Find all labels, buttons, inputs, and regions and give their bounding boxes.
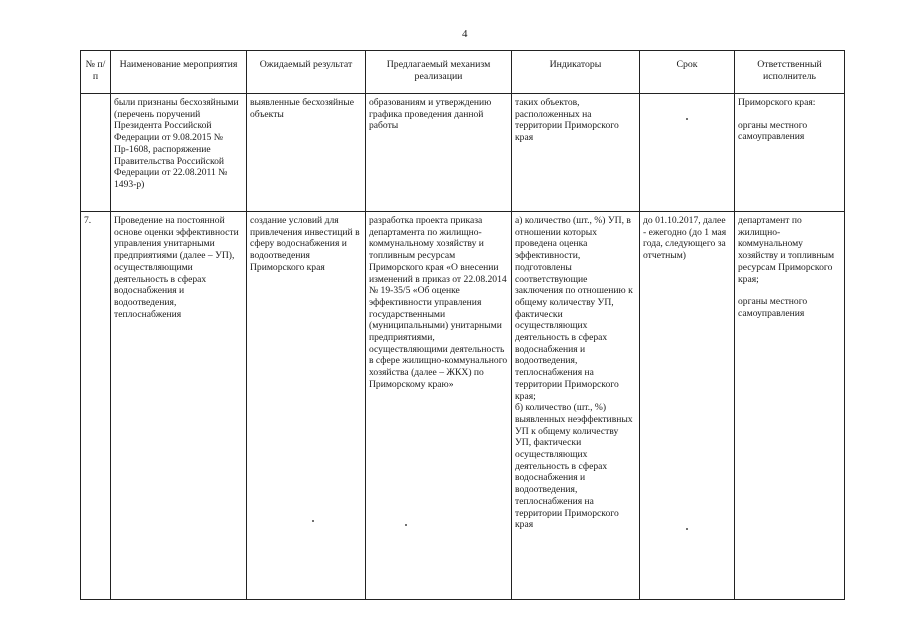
scan-speck	[686, 528, 688, 530]
table-row	[81, 212, 845, 600]
executor	[735, 94, 845, 212]
scan-speck	[312, 520, 314, 522]
measure-name: были признаны бесхозяйными (перечень поручений Президента Российской Федерации от 9.08.2015 № Пр-1608, распоряжение Правительства Российской Федерации от 22.08.2011 № 1493-р)	[111, 94, 247, 212]
executor-line: органы местного самоуправления	[738, 119, 808, 143]
row-number	[81, 94, 111, 212]
deadline: до 01.10.2017, далее - ежегодно (до 1 мая года, следующего за отчетным)	[640, 212, 735, 600]
col-result-header: Ожидаемый результат	[247, 51, 366, 94]
expected-result: создание условий для привлечения инвестиций в сферу водоснабжения и водоотведения Приморского края	[247, 212, 366, 600]
table-row	[81, 94, 845, 212]
mechanism: разработка проекта приказа департамента по жилищно-коммунальному хозяйству и топливным ресурсам Приморского края «О внесении изменений в приказ от 22.08.2014 № 19-35/5 «Об оценке эффективности управления государственными (муниципальными) унитарными предприятиями, осуществляющими деятельность в сфере жилищно-коммунального хозяйства (далее – ЖКХ) по Приморскому краю»	[366, 212, 512, 600]
col-executor-header: Ответственный исполнитель	[735, 51, 845, 94]
table-header-row	[81, 51, 845, 94]
measures-table	[80, 50, 845, 600]
row-number: 7.	[81, 212, 111, 600]
executor-line: департамент по жилищно-коммунальному хозяйству и топливным ресурсам Приморского края;	[738, 215, 835, 285]
col-number-header: № п/п	[81, 51, 111, 94]
deadline	[640, 94, 735, 212]
indicator-b: б) количество (шт., %) выявленных неэффективных УП к общему количеству УП, фактически осуществляющих деятельность в сферах водоснабжения и водоотведения, теплоснабжения на территории Приморского края	[515, 402, 633, 531]
indicator-a: а) количество (шт., %) УП, в отношении которых проведена оценка эффективности, подготовлены соответствующие заключения по отношению к общему количеству УП, фактически осуществляющих деятельность в сферах водоснабжения и водоотведения, теплоснабжения на территории Приморского края;	[515, 215, 633, 402]
scan-speck	[405, 524, 407, 526]
executor-line: органы местного самоуправления	[738, 296, 808, 319]
indicators: таких объектов, расположенных на территории Приморского края	[512, 94, 640, 212]
scan-speck	[686, 118, 688, 120]
indicators	[512, 212, 640, 600]
col-mechanism-header: Предлагаемый механизм реализации	[366, 51, 512, 94]
expected-result: выявленные бесхозяйные объекты	[247, 94, 366, 212]
col-name-header: Наименование мероприятия	[111, 51, 247, 94]
page-number: 4	[462, 28, 468, 40]
executor	[735, 212, 845, 600]
mechanism: образованиям и утверждению графика проведения данной работы	[366, 94, 512, 212]
executor-line: Приморского края:	[738, 97, 816, 108]
measure-name: Проведение на постоянной основе оценки эффективности управления унитарными предприятиями (далее – УП), осуществляющими деятельность в сферах водоснабжения и водоотведения, теплоснабжения	[111, 212, 247, 600]
col-deadline-header: Срок	[640, 51, 735, 94]
col-indicators-header: Индикаторы	[512, 51, 640, 94]
